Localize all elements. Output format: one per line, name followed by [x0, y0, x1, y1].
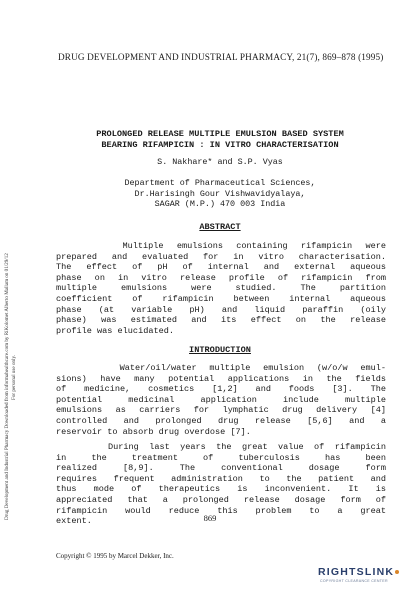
abstract-line: coefficient of rifampicin between internal aqueous [56, 293, 386, 304]
introduction-heading: INTRODUCTION [189, 345, 251, 355]
abstract-line: phase (at variable pH) and liquid paraffin (oily [56, 304, 386, 315]
intro-line: requires frequent administration to the patient and [56, 473, 386, 484]
affiliation [40, 178, 400, 210]
abstract-line: The effect of pH of internal and external aqueous [56, 262, 386, 273]
intro-line: appreciated that a prolonged release dosage form of [56, 494, 386, 505]
rightslink-dot-icon [395, 570, 399, 574]
title-line-1: PROLONGED RELEASE MULTIPLE EMULSION BASED SYSTEM [96, 129, 344, 139]
authors: S. Nakhare* and S.P. Vyas [157, 157, 283, 167]
abstract-heading: ABSTRACT [199, 222, 241, 232]
title-line-2: BEARING RIFAMPICIN : IN VITRO CHARACTERISATION [101, 140, 339, 150]
rightslink-tagline: COPYRIGHT CLEARANCE CENTER [320, 579, 388, 583]
affiliation-line-2: Dr.Harisingh Gour Vishwavidyalaya, [134, 188, 306, 199]
watermark-line-2: For personal use only. [11, 355, 17, 400]
intro-line: reservoir to absorb drug overdose [7]. [56, 426, 251, 437]
intro-line: controlled and prolonged drug release [5,6] and a [56, 415, 386, 426]
affiliation-line-1: Department of Pharmaceutical Sciences, [124, 178, 316, 188]
intro-line: potential medicinal application include multiple [56, 394, 386, 405]
intro-line: thus mode of therapeutics is inconvenient. It is [56, 484, 386, 495]
abstract-line: profile was elucidated. [56, 325, 174, 336]
intro-line: extent. [56, 516, 92, 527]
intro-line: of medicine, cosmetics [1,2] and foods [3]. The [56, 384, 386, 395]
intro-line: During last years the great value of rifampicin [56, 442, 386, 452]
abstract-line: phase on in vitro release profile of rifampicin from [56, 272, 386, 283]
paper-title [40, 129, 400, 151]
intro-line: emulsions as carriers for lymphatic drug delivery [4] [56, 405, 386, 416]
intro-line: realized [8,9]. The conventional dosage form [56, 463, 386, 474]
affiliation-line-3: SAGAR (M.P.) 470 003 India [154, 199, 286, 209]
rightslink-wordmark: RIGHTSLINK [318, 566, 399, 578]
intro-line: rifampicin would reduce this problem to a great [56, 505, 386, 516]
rightslink-logo[interactable] [318, 566, 408, 588]
abstract-line: Multiple emulsions containing rifampicin were [56, 241, 386, 251]
abstract-line: prepared and evaluated for in vitro characterisation. [56, 251, 386, 262]
abstract-line: phase) was estimated and its effect on the release [56, 315, 386, 326]
intro-line: sions) have many potential applications in the fields [56, 373, 386, 384]
abstract-body [56, 241, 386, 336]
abstract-line: multiple emulsions were studied. The partition [56, 283, 386, 294]
watermark-line-1: Drug Development and Industrial Pharmacy Downloaded from informahealthcare.com by RiKolomet Alberto Mallam on 01/29/12 [4, 253, 10, 520]
introduction-paragraph-1 [56, 363, 386, 437]
page-number: 869 [203, 513, 217, 523]
download-watermark [4, 70, 24, 520]
intro-line: Water/oil/water multiple emulsion (w/o/w emul- [56, 363, 386, 373]
intro-line: in the treatment of tuberculosis has been [56, 452, 386, 463]
copyright-notice: Copyright © 1995 by Marcel Dekker, Inc. [56, 552, 174, 560]
journal-header: DRUG DEVELOPMENT AND INDUSTRIAL PHARMACY, 21(7), 869–878 (1995) [58, 52, 384, 62]
